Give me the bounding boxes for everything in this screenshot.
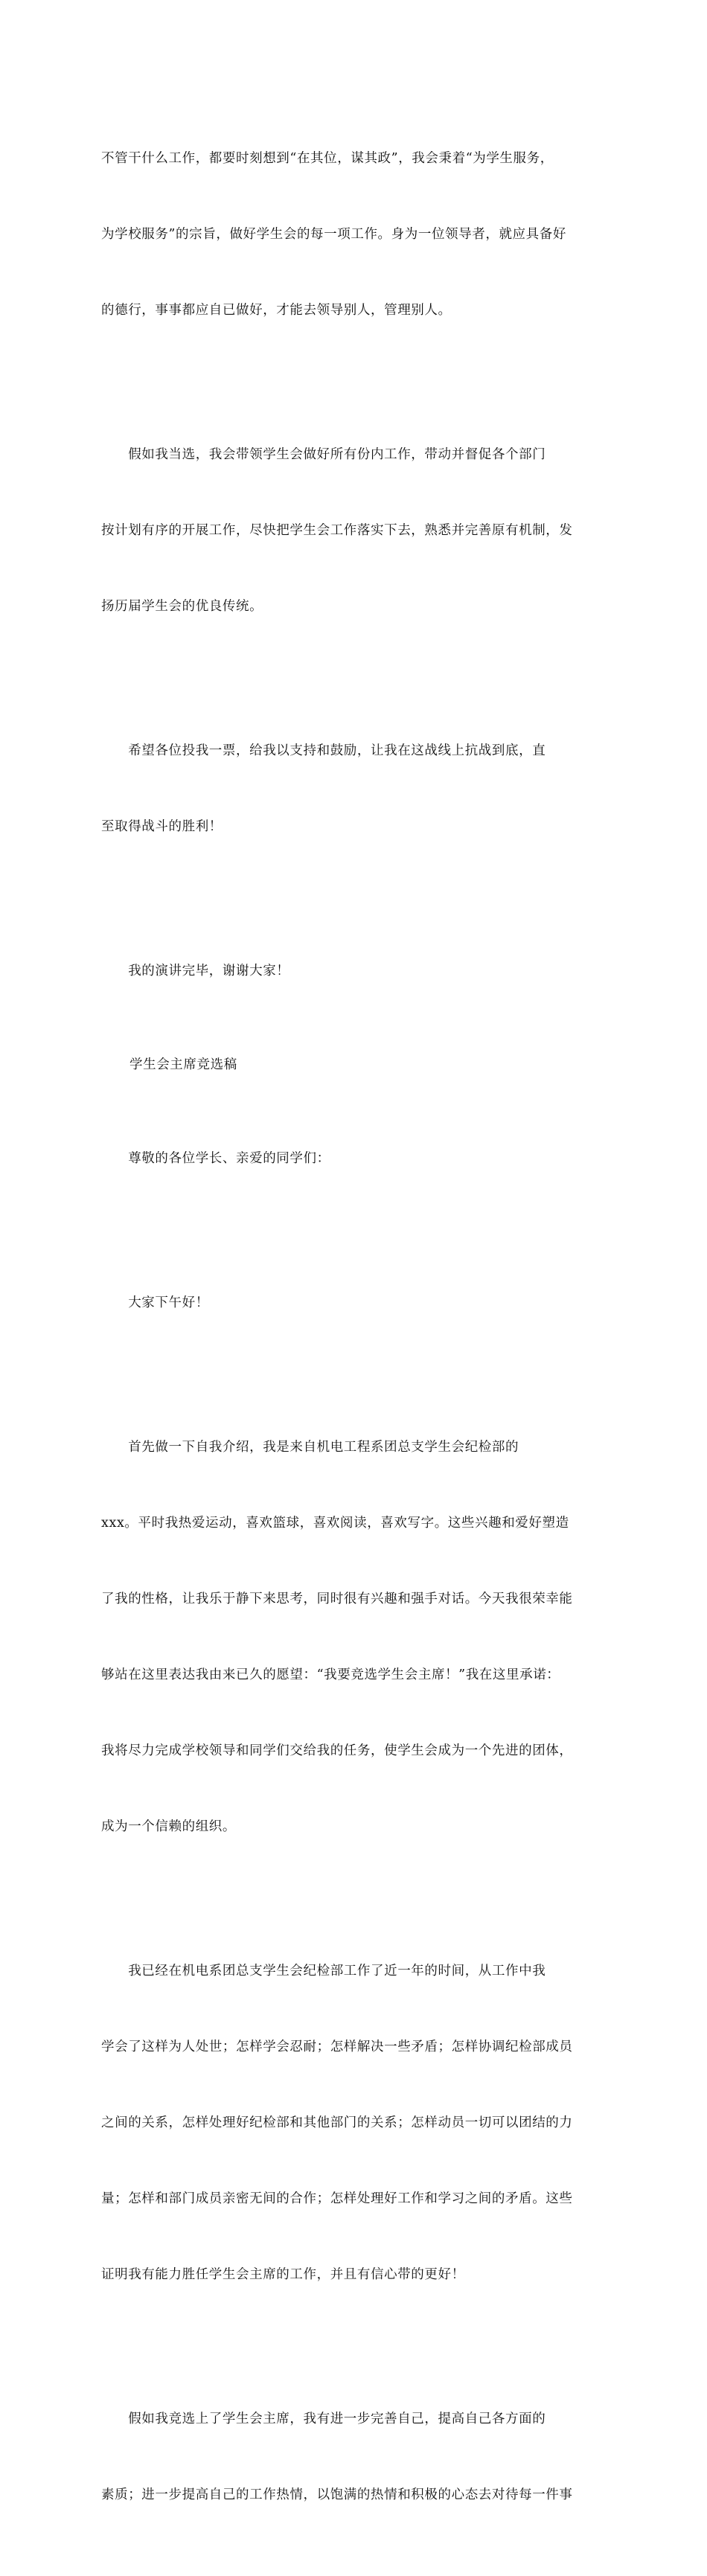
section-title: 学生会主席竞选稿: [129, 1057, 237, 1072]
text-line: 我已经在机电系团总支学生会纪检部工作了近一年的时间，从工作中我: [101, 1964, 546, 1979]
text-line: 首先做一下自我介绍，我是来自机电工程系团总支学生会纪检部的: [101, 1440, 519, 1455]
greeting-afternoon: [101, 1240, 601, 1366]
paragraph-2: [101, 391, 601, 670]
text-line: 了我的性格，让我乐于静下来思考，同时很有兴趣和强手对话。今天我很荣幸能: [101, 1592, 573, 1606]
text-line: 成为一个信赖的组织。: [101, 1819, 236, 1834]
text-line: 之间的关系，怎样处理好纪检部和其他部门的关系；怎样动员一切可以团结的力: [101, 2115, 573, 2130]
paragraph-experience: [101, 1908, 601, 2338]
text-line: 够站在这里表达我由来已久的愿望：“我要竞选学生会主席！”我在这里承诺：: [101, 1667, 560, 1682]
text-line: 按计划有序的开展工作，尽快把学生会工作落实下去，熟悉并完善原有机制，发: [101, 523, 573, 538]
paragraph-4: [101, 908, 601, 1034]
text-line: 的德行，事事都应自已做好，才能去领导别人，管理别人。: [101, 303, 452, 318]
text-line: 希望各位投我一票，给我以支持和鼓励，让我在这战线上抗战到底，直: [101, 743, 546, 758]
text-line: 不管干什么工作，都要时刻想到“在其位，谋其政”，我会秉着“为学生服务，: [101, 151, 554, 166]
paragraph-introduction: [101, 1384, 601, 1890]
text-line: 我将尽力完成学校领导和同学们交给我的任务，使学生会成为一个先进的团体，: [101, 1743, 573, 1758]
text-line: 我的演讲完毕，谢谢大家！: [101, 964, 290, 978]
paragraph-3: [101, 688, 601, 890]
text-line: 素质；进一步提高自己的工作热情，以饱满的热情和积极的心态去对待每一件事: [101, 2487, 573, 2502]
text-line: 扬历届学生会的优良传统。: [101, 599, 263, 614]
text-line: 证明我有能力胜任学生会主席的工作，并且有信心带的更好！: [101, 2267, 465, 2282]
text-line: 假如我竞选上了学生会主席，我有进一步完善自己，提高自己各方面的: [101, 2412, 546, 2426]
text-line: 尊敬的各位学长、亲爱的同学们：: [101, 1151, 330, 1166]
text-line: 假如我当选，我会带领学生会做好所有份内工作，带动并督促各个部门: [101, 447, 546, 462]
paragraph-1: [101, 95, 601, 374]
text-line: 大家下午好！: [101, 1295, 209, 1310]
text-line: xxx。平时我热爱运动，喜欢篮球，喜欢阅读，喜欢写字。这些兴趣和爱好塑造: [101, 1516, 569, 1531]
paragraph-plan: [101, 2356, 601, 2558]
text-line: 至取得战斗的胜利！: [101, 819, 223, 834]
document-body: [101, 95, 601, 2576]
text-line: 量；怎样和部门成员亲密无间的合作；怎样处理好工作和学习之间的矛盾。这些: [101, 2191, 573, 2206]
greeting-line: [101, 1095, 601, 1222]
text-line: 为学校服务”的宗旨，做好学生会的每一项工作。身为一位领导者，就应具备好: [101, 227, 566, 242]
text-line: 学会了这样为人处世；怎样学会忍耐；怎样解决一些矛盾；怎样协调纪检部成员: [101, 2040, 573, 2054]
